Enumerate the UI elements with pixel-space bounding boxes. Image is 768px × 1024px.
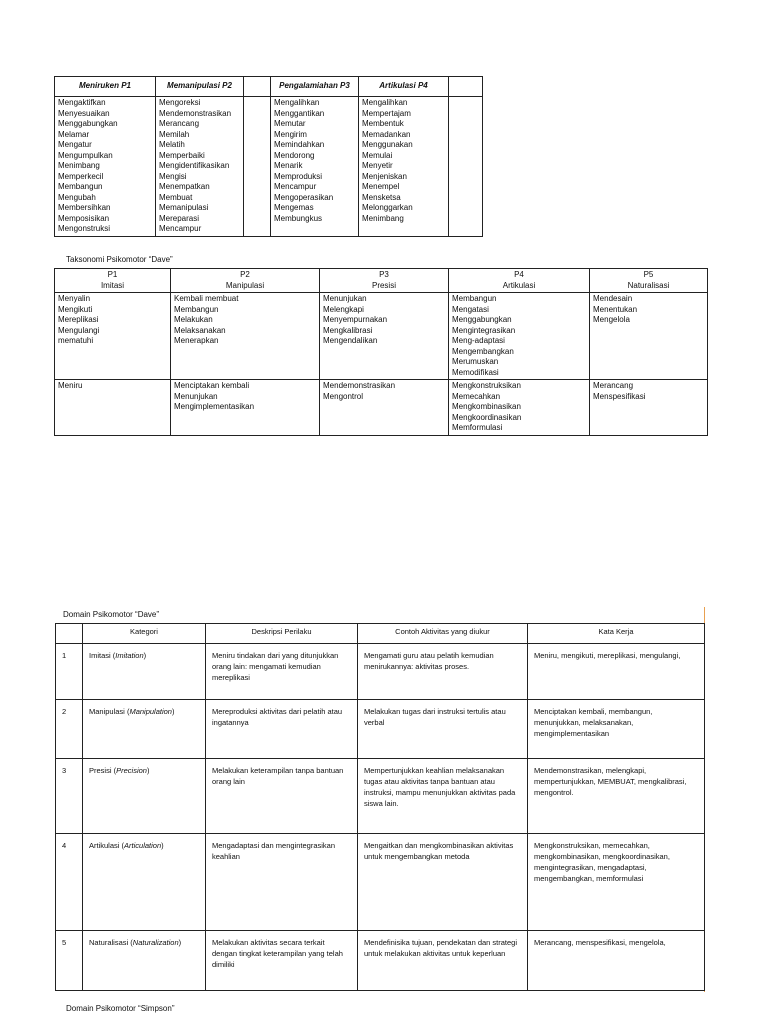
- header-cell: Kategori: [83, 624, 206, 644]
- verb-item: Membentuk: [362, 119, 404, 128]
- verb-item: Mengumpulkan: [58, 150, 113, 160]
- table-row: [56, 700, 705, 759]
- row-number: 4: [56, 834, 83, 931]
- verb-item: Membuat: [159, 192, 193, 202]
- verb-item: Mengkoordinasikan: [452, 412, 522, 422]
- verb-list-cell: [55, 380, 171, 436]
- verb-item: Memformulasi: [452, 423, 503, 432]
- verb-item: Menyempurnakan: [323, 315, 388, 324]
- verb-item: Mengalihkan: [362, 98, 408, 107]
- verb-list-cell: [55, 97, 156, 237]
- level-header-p2: [171, 269, 320, 293]
- verb-item: Memperbaiki: [159, 150, 205, 160]
- example-cell: Melakukan tugas dari instruksi tertulis atau verbal: [358, 700, 528, 759]
- verb-item: Menimbang: [58, 161, 100, 170]
- verb-list-cell: [156, 97, 244, 237]
- header-cell: Meniruken P1: [55, 77, 156, 97]
- verb-list-cell: [590, 293, 708, 380]
- verb-item: Membangun: [174, 304, 219, 314]
- verb-item: Menggabungkan: [58, 119, 118, 128]
- taksonomi-dave-table: [54, 268, 708, 436]
- category-cell: Artikulasi (Articulation): [83, 834, 206, 931]
- verb-item: Mengintegrasikan: [452, 325, 516, 335]
- level-code: P1: [107, 270, 118, 279]
- example-cell: Mengamati guru atau pelatih kemudian menirukannya: aktivitas proses.: [358, 644, 528, 700]
- category-name: Manipulasi: [89, 707, 125, 716]
- verbs-cell: Mendemonstrasikan, melengkapi, mempertunjukkan, MEMBUAT, mengkalibrasi, mengontrol.: [528, 759, 705, 834]
- category-cell: Naturalisasi (Naturalization): [83, 931, 206, 991]
- category-english: Naturalization: [132, 938, 179, 947]
- verb-item: Menciptakan kembali: [174, 381, 250, 390]
- verb-item: Memproduksi: [274, 171, 323, 181]
- row-number: 1: [56, 644, 83, 700]
- verb-item: Memodifikasi: [452, 367, 499, 377]
- verb-item: Mengikuti: [58, 304, 93, 314]
- verbs-cell: Meniru, mengikuti, mereplikasi, mengulangi,: [528, 644, 705, 700]
- level-header-p1: [55, 269, 171, 293]
- verb-item: Menggabungkan: [452, 315, 512, 324]
- row-number: 2: [56, 700, 83, 759]
- verb-list-cell: [171, 380, 320, 436]
- category-english: Manipulation: [129, 707, 172, 716]
- verb-item: Menarik: [274, 161, 303, 170]
- verb-item: Memposisikan: [58, 213, 110, 223]
- verb-item: Menspesifikasi: [593, 391, 646, 401]
- verb-item: mematuhi: [58, 336, 94, 345]
- verb-item: Memadankan: [362, 129, 411, 139]
- verb-item: Membungkus: [274, 213, 323, 223]
- row-number: 5: [56, 931, 83, 991]
- verb-item: Merumuskan: [452, 357, 499, 366]
- table-row: [56, 931, 705, 991]
- header-cell: [56, 624, 83, 644]
- verb-item: Mengembangkan: [452, 346, 514, 356]
- verb-list-cell: [449, 293, 590, 380]
- verb-item: Meniru: [58, 381, 83, 390]
- verb-item: Melonggarkan: [362, 203, 413, 212]
- level-code: P5: [643, 270, 654, 279]
- level-name: Naturalisasi: [627, 280, 670, 290]
- level-code: P2: [240, 270, 250, 279]
- verb-item: Melaksanakan: [174, 325, 226, 335]
- description-cell: Mereproduksi aktivitas dari pelatih atau ingatannya: [206, 700, 358, 759]
- verb-item: Mengulangi: [58, 325, 100, 335]
- table-row: [56, 759, 705, 834]
- verb-item: Mendorong: [274, 150, 315, 160]
- verb-item: Mengaktifkan: [58, 98, 106, 107]
- verb-list-cell: [320, 293, 449, 380]
- verb-item: Mengisi: [159, 171, 187, 181]
- verb-item: Mengkonstruksikan: [452, 381, 521, 390]
- verb-list-cell: [359, 97, 449, 237]
- category-english: Precision: [116, 766, 147, 775]
- verb-item: Menunjukan: [323, 294, 367, 303]
- description-cell: Melakukan aktivitas secara terkait dengan tingkat keterampilan yang telah dimiliki: [206, 931, 358, 991]
- caption-taksonomi-dave: Taksonomi Psikomotor “Dave”: [66, 255, 173, 264]
- verb-item: Menggunakan: [362, 140, 413, 149]
- header-cell: Artikulasi P4: [359, 77, 449, 97]
- verb-item: Mengemas: [274, 203, 314, 212]
- verb-item: Meng-adaptasi: [452, 336, 505, 345]
- verb-item: Mengidentifikasikan: [159, 161, 230, 170]
- verb-item: Mendesain: [593, 294, 633, 303]
- verb-item: Menyetir: [362, 161, 393, 170]
- level-name: Presisi: [371, 280, 396, 290]
- row-number: 3: [56, 759, 83, 834]
- verb-item: Memecahkan: [452, 391, 501, 401]
- header-cell: Deskripsi Perilaku: [206, 624, 358, 644]
- verb-item: Mengirim: [274, 129, 307, 139]
- verb-list-cell: [171, 293, 320, 380]
- verb-item: Mencampur: [274, 182, 317, 191]
- verb-item: Mengontrol: [323, 391, 364, 401]
- verb-item: Melengkapi: [323, 304, 364, 314]
- category-cell: Imitasi (Imitation): [83, 644, 206, 700]
- header-cell: Memanipulasi P2: [156, 77, 244, 97]
- verb-item: Merancang: [159, 119, 200, 128]
- category-english: Articulation: [124, 841, 162, 850]
- verb-item: Mempertajam: [362, 108, 411, 118]
- verb-item: Mengoreksi: [159, 98, 201, 107]
- verb-item: Mengonstruksi: [58, 224, 111, 233]
- verb-item: Mengubah: [58, 192, 96, 202]
- level-code: P3: [379, 270, 389, 279]
- verb-item: Mengelola: [593, 315, 630, 324]
- verb-list-cell: [449, 380, 590, 436]
- verb-item: Melakukan: [174, 315, 213, 324]
- verb-item: Menjeniskan: [362, 171, 407, 181]
- category-cell: Presisi (Precision): [83, 759, 206, 834]
- header-cell: Kata Kerja: [528, 624, 705, 644]
- category-english: Imitation: [115, 651, 144, 660]
- verb-item: Mengkalibrasi: [323, 325, 373, 335]
- verb-item: Mencampur: [159, 224, 202, 233]
- verb-list-cell: [320, 380, 449, 436]
- verb-item: Mereplikasi: [58, 315, 99, 324]
- header-cell: Contoh Aktivitas yang diukur: [358, 624, 528, 644]
- level-name: Manipulasi: [225, 280, 265, 290]
- verb-item: Mendemonstrasikan: [323, 381, 396, 390]
- verb-item: Membersihkan: [58, 203, 111, 212]
- category-name: Naturalisasi: [89, 938, 129, 947]
- domain-dave-table: [55, 623, 705, 991]
- verbs-cell: Merancang, menspesifikasi, mengelola,: [528, 931, 705, 991]
- verb-item: Membangun: [58, 182, 103, 191]
- verb-item: Menempel: [362, 182, 400, 191]
- verb-list-cell: [55, 293, 171, 380]
- category-name: Presisi: [89, 766, 112, 775]
- table-row: [56, 834, 705, 931]
- caption-domain-simpson: Domain Psikomotor “Simpson”: [66, 1004, 175, 1013]
- verb-item: Membangun: [452, 294, 497, 303]
- verb-item: Mensketsa: [362, 192, 401, 202]
- header-cell: [244, 77, 271, 97]
- verb-item: Mengendalikan: [323, 336, 378, 345]
- verb-item: Menimbang: [362, 213, 404, 223]
- verb-item: Merancang: [593, 381, 634, 390]
- category-name: Artikulasi: [89, 841, 120, 850]
- category-name: Imitasi: [89, 651, 111, 660]
- description-cell: Mengadaptasi dan mengintegrasikan keahlian: [206, 834, 358, 931]
- verb-item: Mengkombinasikan: [452, 402, 521, 411]
- verb-item: Menempatkan: [159, 182, 210, 191]
- level-header-p4: [449, 269, 590, 293]
- level-name: Artikulasi: [502, 280, 536, 290]
- verb-item: Memilah: [159, 129, 190, 139]
- verb-item: Mengimplementasikan: [174, 402, 255, 411]
- header-cell: Pengalamiahan P3: [271, 77, 359, 97]
- verb-item: Memperkecil: [58, 171, 104, 181]
- verb-item: Menyesuaikan: [58, 108, 110, 118]
- verb-item: Mengalihkan: [274, 98, 320, 107]
- verbs-cell: Mengkonstruksikan, memecahkan, mengkombinasikan, mengkoordinasikan, mengintegrasikan, mengadaptasi, mengembangkan, memformulasi: [528, 834, 705, 931]
- verb-item: Menunjukan: [174, 391, 218, 401]
- example-cell: Mempertunjukkan keahlian melaksanakan tugas atau aktivitas tanpa bantuan atau instruksi, mampu menunjukkan aktivitas pada siswa lain.: [358, 759, 528, 834]
- verb-item: Menentukan: [593, 304, 638, 314]
- verb-item: Memindahkan: [274, 140, 325, 149]
- level-code: P4: [514, 270, 524, 279]
- verb-list-cell: [271, 97, 359, 237]
- verb-table-p1-p4: [54, 76, 483, 237]
- verbs-cell: Menciptakan kembali, membangun, menunjukkan, melaksanakan, mengimplementasikan: [528, 700, 705, 759]
- verb-item: Mengatur: [58, 140, 92, 149]
- verb-item: Kembali membuat: [174, 294, 239, 303]
- verb-item: Melamar: [58, 129, 90, 139]
- verb-item: Memanipulasi: [159, 203, 209, 212]
- verb-list-cell: [590, 380, 708, 436]
- level-header-p3: [320, 269, 449, 293]
- caption-domain-dave: Domain Psikomotor “Dave”: [63, 610, 160, 619]
- level-header-p5: [590, 269, 708, 293]
- description-cell: Meniru tindakan dari yang ditunjukkan orang lain: mengamati kemudian mereplikasi: [206, 644, 358, 700]
- verb-item: Menyalin: [58, 294, 91, 303]
- header-cell: [449, 77, 483, 97]
- verb-list-cell: [449, 97, 483, 237]
- verb-item: Mengatasi: [452, 304, 489, 314]
- verb-item: Mereparasi: [159, 213, 200, 223]
- verb-item: Melatih: [159, 140, 185, 149]
- verb-list-cell: [244, 97, 271, 237]
- example-cell: Mendefinisika tujuan, pendekatan dan strategi untuk melakukan aktivitas untuk keperluan: [358, 931, 528, 991]
- description-cell: Melakukan keterampilan tanpa bantuan orang lain: [206, 759, 358, 834]
- verb-item: Memulai: [362, 150, 393, 160]
- verb-item: Menerapkan: [174, 336, 219, 345]
- verb-item: Memutar: [274, 119, 306, 128]
- level-name: Imitasi: [100, 280, 125, 290]
- verb-item: Mengoperasikan: [274, 192, 334, 202]
- verb-item: Mendemonstrasikan: [159, 108, 232, 118]
- table-row: [56, 644, 705, 700]
- category-cell: Manipulasi (Manipulation): [83, 700, 206, 759]
- example-cell: Mengaitkan dan mengkombinasikan aktivitas untuk mengembangkan metoda: [358, 834, 528, 931]
- verb-item: Menggantikan: [274, 108, 325, 118]
